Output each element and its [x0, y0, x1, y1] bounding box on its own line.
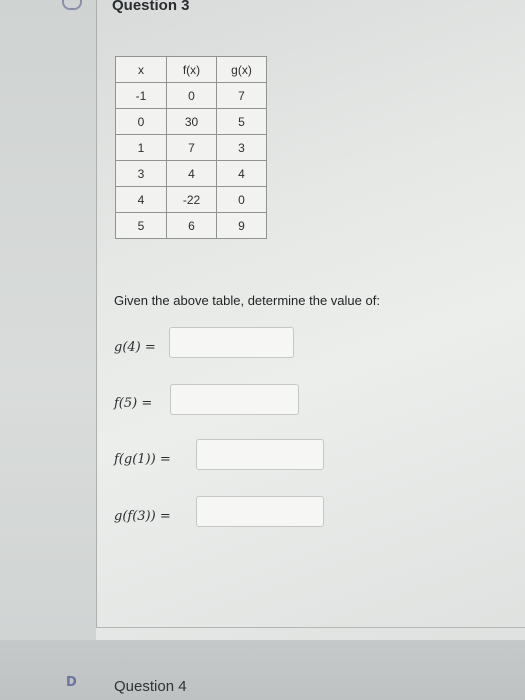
table-cell: 0 [217, 187, 267, 213]
table-cell: 4 [116, 187, 167, 213]
table-cell: 0 [167, 83, 217, 109]
table-cell: 4 [217, 161, 267, 187]
table-header-x: x [116, 57, 167, 83]
question-card-bottom-border [96, 627, 525, 628]
table-cell: 0 [116, 109, 167, 135]
table-row [116, 135, 267, 161]
answer-input-gf3[interactable] [196, 496, 324, 527]
question-prompt: Given the above table, determine the value of: [114, 293, 380, 308]
table-cell: 6 [167, 213, 217, 239]
table-header-gx: g(x) [217, 57, 267, 83]
question-4-title: Question 4 [114, 678, 187, 695]
question-label-g4: g(4) = [114, 340, 156, 355]
table-row [116, 109, 267, 135]
table-row [116, 83, 267, 109]
table-cell: 1 [116, 135, 167, 161]
question-3-title: Question 3 [112, 0, 190, 14]
table-cell: 7 [217, 83, 267, 109]
function-table [115, 56, 267, 239]
table-cell: -22 [167, 187, 217, 213]
answer-input-f5[interactable] [170, 384, 299, 415]
table-cell: 5 [217, 109, 267, 135]
table-cell: 3 [116, 161, 167, 187]
question-label-gf3: g(f(3)) = [114, 509, 171, 524]
table-cell: 7 [167, 135, 217, 161]
left-gutter [0, 0, 96, 640]
question-card-left-border [96, 0, 97, 628]
answer-input-fg1[interactable] [196, 439, 324, 470]
table-cell: -1 [116, 83, 167, 109]
question-4-flag-icon[interactable]: D [66, 675, 77, 690]
next-question-panel [0, 640, 525, 700]
table-row [116, 213, 267, 239]
table-cell: 9 [217, 213, 267, 239]
table-cell: 30 [167, 109, 217, 135]
table-header-fx: f(x) [167, 57, 217, 83]
table-cell: 4 [167, 161, 217, 187]
table-row [116, 187, 267, 213]
table-header-row [116, 57, 267, 83]
table-cell: 3 [217, 135, 267, 161]
question-label-fg1: f(g(1)) = [114, 452, 171, 467]
question-label-f5: f(5) = [114, 396, 153, 411]
table-row [116, 161, 267, 187]
answer-input-g4[interactable] [169, 327, 294, 358]
table-cell: 5 [116, 213, 167, 239]
